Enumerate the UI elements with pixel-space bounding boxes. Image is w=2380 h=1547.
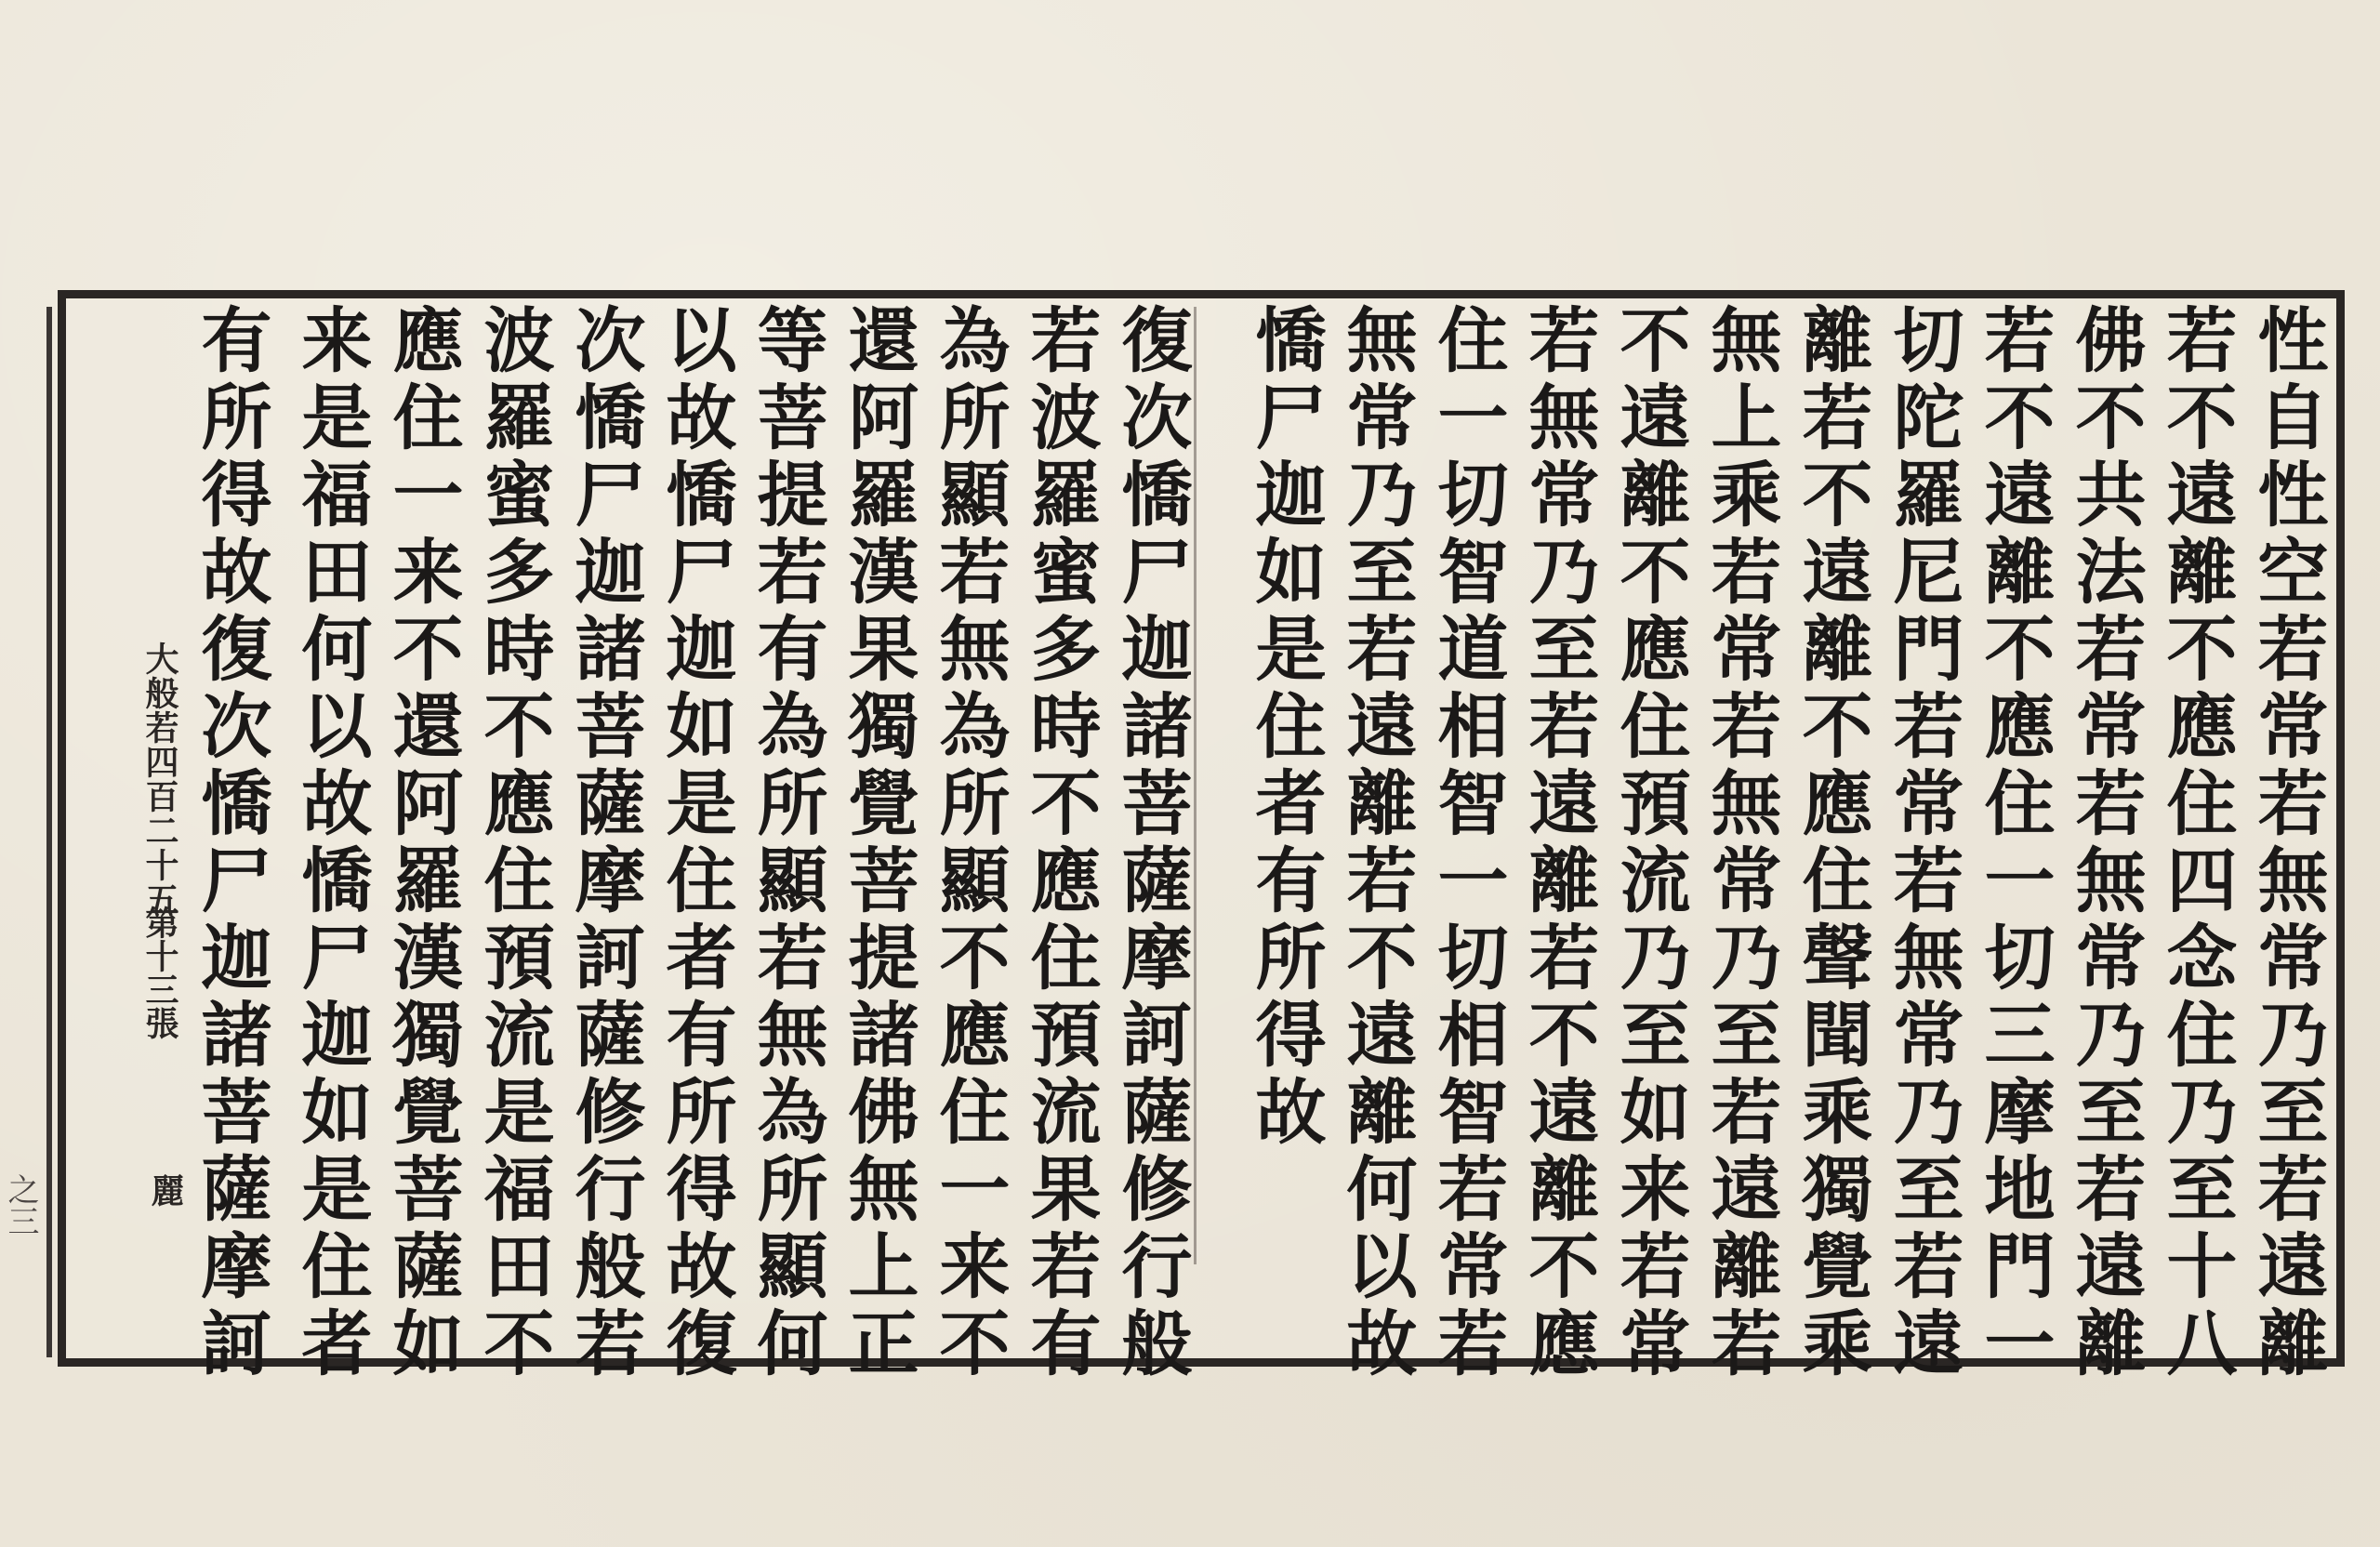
text-column-18: 以故憍尸迦如是住者有所得故復 <box>654 303 737 1383</box>
text-column-8: 不遠離不應住預流乃至如来若常 <box>1608 303 1691 1383</box>
text-column-10: 住一切智道相智一切相智若常若 <box>1426 303 1509 1383</box>
text-column-9: 若無常乃至若遠離若不遠離不應 <box>1517 303 1600 1383</box>
text-column-22: 来是福田何以故憍尸迦如是住者 <box>290 303 373 1383</box>
outer-margin-rule <box>46 307 52 1357</box>
margin-edition-mark: 麗 <box>146 1173 185 1207</box>
margin-page-number: 第十三張 <box>140 906 179 1039</box>
text-column-3: 佛不共法若常若無常乃至若遠離 <box>2064 303 2147 1383</box>
text-column-7: 無上乘若常若無常乃至若遠離若 <box>1699 303 1782 1383</box>
text-column-1: 性自性空若常若無常乃至若遠離 <box>2246 303 2329 1383</box>
text-column-23: 有所得故復次憍尸迦諸菩薩摩訶 <box>190 303 272 1383</box>
text-column-15: 為所顯若無為所顯不應住一来不 <box>928 303 1011 1383</box>
margin-volume-title: 大般若四百二十五 <box>140 641 179 917</box>
text-column-14: 若波羅蜜多時不應住預流果若有 <box>1019 303 1102 1383</box>
edge-mark: 之三 <box>2 1173 39 1236</box>
text-column-16: 還阿羅漢果獨覺菩提諸佛無上正 <box>837 303 919 1383</box>
text-column-19: 次憍尸迦諸菩薩摩訶薩修行般若 <box>563 303 646 1383</box>
text-column-20: 波羅蜜多時不應住預流是福田不 <box>472 303 555 1383</box>
text-column-17: 等菩提若有為所顯若無為所顯何 <box>746 303 828 1383</box>
text-column-11: 無常乃至若遠離若不遠離何以故 <box>1335 303 1418 1383</box>
text-column-12: 憍尸迦如是住者有所得故 <box>1244 303 1327 1152</box>
text-column-6: 離若不遠離不應住聲聞乘獨覺乘 <box>1791 303 1873 1383</box>
text-column-5: 切陀羅尼門若常若無常乃至若遠 <box>1882 303 1964 1383</box>
text-column-21: 應住一来不還阿羅漢獨覺菩薩如 <box>381 303 464 1383</box>
text-column-13: 復次憍尸迦諸菩薩摩訶薩修行般 <box>1110 303 1193 1383</box>
text-column-4: 若不遠離不應住一切三摩地門一 <box>1973 303 2056 1383</box>
text-column-2: 若不遠離不應住四念住乃至十八 <box>2155 303 2238 1383</box>
